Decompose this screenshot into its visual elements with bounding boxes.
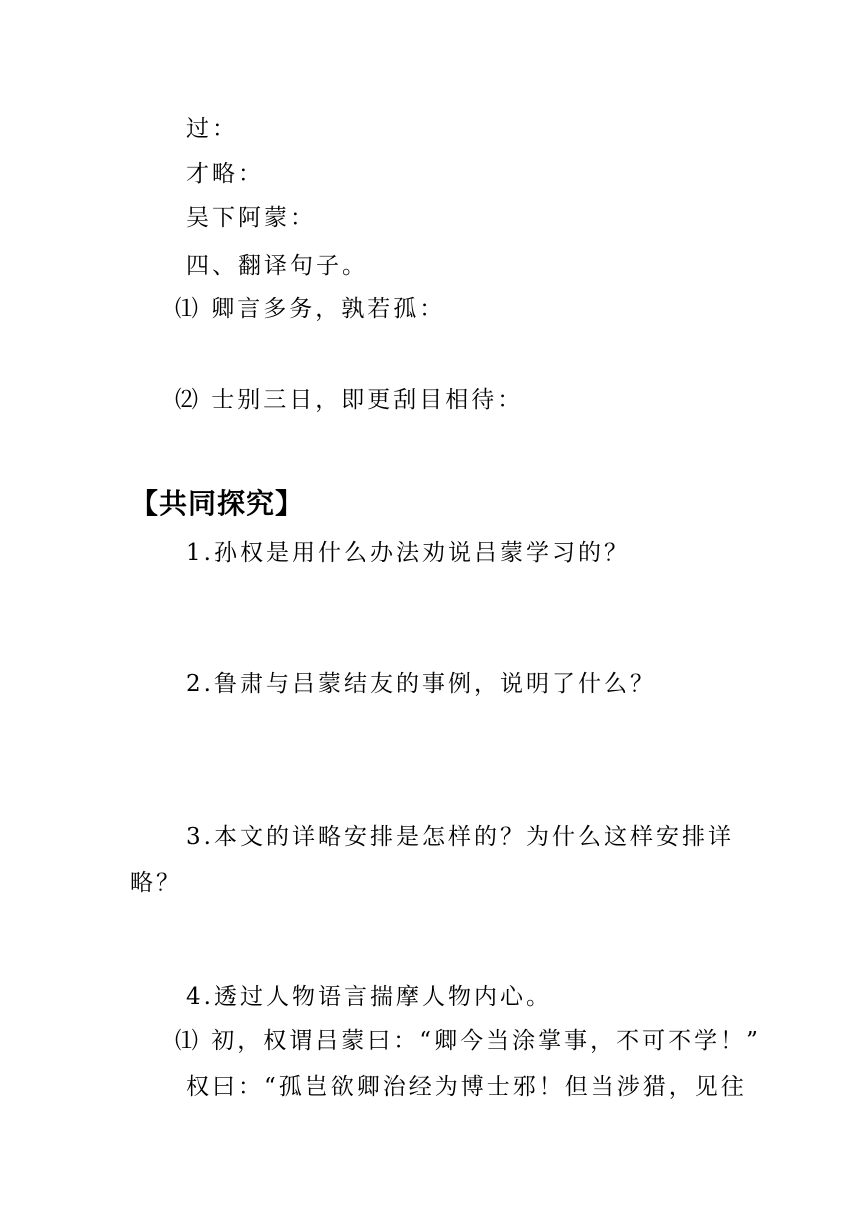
vocab-wuxia-amen: 吴下阿蒙：: [186, 205, 316, 231]
explore-question-4-sub-1: ⑴ 初，权谓吕蒙曰：“卿今当涂掌事，不可不学！”: [175, 1028, 761, 1054]
explore-heading: 【共同探究】: [130, 487, 305, 520]
explore-question-4-sub-1-cont: 权曰：“孤岂欲卿治经为博士邪！但当涉猎，见往: [186, 1074, 747, 1100]
translate-question-1: ⑴ 卿言多务，孰若孤：: [175, 296, 446, 322]
vocab-guo: 过：: [186, 116, 238, 142]
explore-question-3-cont: 略？: [130, 870, 182, 896]
vocab-cailue: 才略：: [186, 161, 264, 187]
explore-question-4: 4.透过人物语言揣摩人物内心。: [186, 984, 552, 1010]
explore-question-1: 1.孙权是用什么办法劝说吕蒙学习的？: [186, 540, 630, 566]
translate-question-2: ⑵ 士别三日，即更刮目相待：: [175, 387, 524, 413]
explore-question-2: 2.鲁肃与吕蒙结友的事例，说明了什么？: [186, 671, 656, 697]
section-translate-title: 四、翻译句子。: [186, 253, 368, 279]
explore-question-3: 3.本文的详略安排是怎样的？为什么这样安排详: [186, 824, 734, 850]
